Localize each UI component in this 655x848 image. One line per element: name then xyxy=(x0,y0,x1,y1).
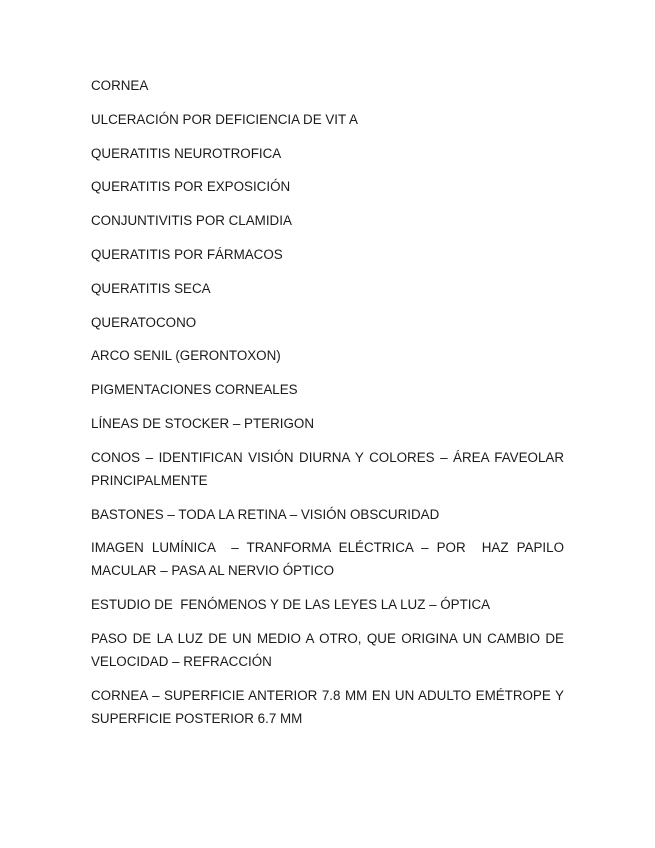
text-line-conjuntivitis: CONJUNTIVITIS POR CLAMIDIA xyxy=(91,213,292,229)
text-line-queratitis-neurotrofica: QUERATITIS NEUROTROFICA xyxy=(91,145,282,161)
text-line-bastones: BASTONES – TODA LA RETINA – VISIÓN OBSCURIDAD xyxy=(91,506,440,522)
text-line-queratocono: QUERATOCONO xyxy=(91,314,197,330)
text-line-arco-senil: ARCO SENIL (GERONTOXON) xyxy=(91,348,281,364)
text-line-conos: CONOS – IDENTIFICAN VISIÓN DIURNA Y COLORES – ÁREA FAVEOLAR PRINCIPALMENTE xyxy=(91,449,568,488)
text-line-estudio-optica: ESTUDIO DE FENÓMENOS Y DE LAS LEYES LA LUZ – ÓPTICA xyxy=(91,597,491,613)
text-line-queratitis-farmacos: QUERATITIS POR FÁRMACOS xyxy=(91,246,283,262)
text-line-lineas-stocker: LÍNEAS DE STOCKER – PTERIGON xyxy=(91,415,314,431)
text-line-pigmentaciones: PIGMENTACIONES CORNEALES xyxy=(91,382,298,398)
text-line-ulceracion: ULCERACIÓN POR DEFICIENCIA DE VIT A xyxy=(91,111,358,127)
text-line-queratitis-exposicion: QUERATITIS POR EXPOSICIÓN xyxy=(91,179,291,195)
text-line-cornea-superficie: CORNEA – SUPERFICIE ANTERIOR 7.8 MM EN UN ADULTO EMÉTROPE Y SUPERFICIE POSTERIOR 6.7 MM xyxy=(91,687,568,726)
text-line-imagen-luminica: IMAGEN LUMÍNICA – TRANFORMA ELÉCTRICA – POR HAZ PAPILO MACULAR – PASA AL NERVIO ÓPTICO xyxy=(91,540,568,579)
text-line-cornea: CORNEA xyxy=(91,78,149,93)
text-line-queratitis-seca: QUERATITIS SECA xyxy=(91,280,211,296)
text-line-refraccion: PASO DE LA LUZ DE UN MEDIO A OTRO, QUE ORIGINA UN CAMBIO DE VELOCIDAD – REFRACCIÓN xyxy=(91,630,568,669)
document-body xyxy=(91,74,568,741)
